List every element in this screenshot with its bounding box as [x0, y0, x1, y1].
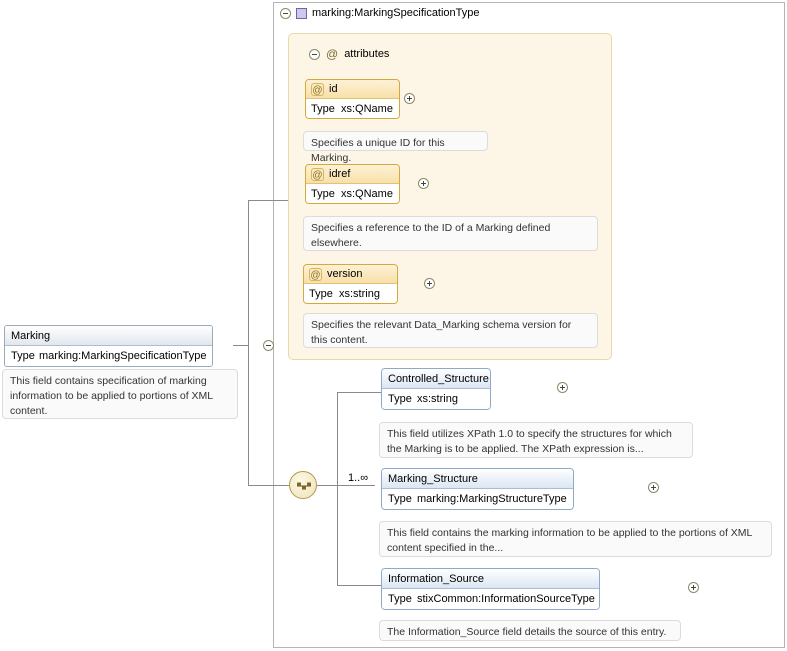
- expand-attribute-idref-toggle[interactable]: [418, 178, 429, 189]
- connector-children-bus: [337, 392, 338, 585]
- attribute-name: id: [329, 83, 338, 95]
- type-label: Type: [311, 187, 335, 200]
- type-value: stixCommon:InformationSourceType: [417, 593, 595, 605]
- attribute-doc-id: Specifies a unique ID for this Marking.: [303, 131, 488, 151]
- element-doc-controlled-structure: This field utilizes XPath 1.0 to specify the structures for which the Marking is to be applied. The XPath expression is...: [379, 422, 693, 458]
- element-name-row: [382, 469, 573, 489]
- attribute-icon: @: [312, 169, 323, 181]
- attribute-name-row: [306, 80, 399, 99]
- element-type-row: [5, 346, 212, 366]
- type-header: [274, 3, 480, 23]
- type-label: Type: [388, 493, 412, 505]
- type-label: Type: [11, 350, 35, 362]
- sequence-glyph-icon: [296, 481, 312, 491]
- attribute-name: idref: [329, 168, 351, 180]
- attribute-icon: @: [310, 269, 321, 281]
- element-name: Marking: [11, 329, 51, 342]
- element-doc-information-source: The Information_Source field details the source of this entry.: [379, 620, 681, 641]
- type-value: xs:QName: [341, 102, 393, 115]
- attribute-name-row: [304, 265, 397, 284]
- element-type-row: [382, 589, 599, 609]
- element-node-information-source[interactable]: [381, 568, 600, 610]
- element-name-row: [382, 369, 490, 389]
- element-name-row: [382, 569, 599, 589]
- connector-to-information-source: [337, 585, 381, 586]
- element-type-row: [382, 389, 490, 409]
- expand-attribute-id-toggle[interactable]: [404, 93, 415, 104]
- element-doc-marking-structure: This field contains the marking information to be applied to the portions of XML content specified in the...: [379, 521, 772, 557]
- type-value: xs:string: [417, 393, 458, 405]
- sequence-compositor-icon[interactable]: [289, 471, 317, 499]
- collapse-type-toggle[interactable]: [280, 8, 291, 19]
- connector-root-bus: [248, 200, 249, 486]
- element-name: Controlled_Structure: [388, 372, 489, 385]
- type-label: Type: [388, 593, 412, 605]
- attributes-group-header: [309, 47, 389, 61]
- type-value: marking:MarkingSpecificationType: [39, 350, 207, 362]
- element-name: Information_Source: [388, 572, 484, 585]
- attribute-name-row: [306, 165, 399, 184]
- connector-to-attributes: [248, 200, 288, 201]
- type-label: Type: [388, 393, 412, 405]
- type-value: xs:string: [339, 287, 380, 300]
- collapse-attributes-toggle[interactable]: [309, 49, 320, 60]
- element-name: Marking_Structure: [388, 472, 478, 485]
- connector-to-sequence: [248, 485, 289, 486]
- element-node-marking-structure[interactable]: [381, 468, 574, 510]
- complex-type-icon: [296, 8, 307, 19]
- element-name-row: [5, 326, 212, 346]
- occurrence-marking-structure: 1..∞: [348, 472, 369, 484]
- attribute-icon: @: [312, 84, 323, 96]
- type-value: marking:MarkingStructureType: [417, 493, 567, 505]
- element-type-row: [382, 489, 573, 509]
- attribute-doc-version: Specifies the relevant Data_Marking schema version for this content.: [303, 313, 598, 348]
- connector-to-controlled-structure: [337, 392, 381, 393]
- attribute-doc-idref: Specifies a reference to the ID of a Marking defined elsewhere.: [303, 216, 598, 251]
- connector-sequence-stem: [317, 485, 337, 486]
- attribute-name: version: [327, 268, 363, 280]
- element-node-controlled-structure[interactable]: [381, 368, 491, 410]
- attribute-node-id[interactable]: [305, 79, 400, 119]
- type-label: Type: [311, 102, 335, 115]
- root-element-node[interactable]: [4, 325, 213, 367]
- attribute-node-idref[interactable]: [305, 164, 400, 204]
- at-symbol-icon: @: [326, 47, 339, 61]
- type-value: xs:QName: [341, 187, 393, 200]
- type-title: marking:MarkingSpecificationType: [312, 7, 480, 19]
- attribute-type-row: [304, 284, 397, 303]
- root-element-doc: This field contains specification of marking information to be applied to portions of XML content.: [2, 369, 238, 419]
- attribute-type-row: [306, 184, 399, 203]
- attribute-type-row: [306, 99, 399, 118]
- connector-to-marking-structure: [337, 485, 375, 486]
- connector-root-stem: [233, 345, 248, 346]
- attributes-group-label: attributes: [344, 48, 390, 60]
- attribute-node-version[interactable]: [303, 264, 398, 304]
- type-label: Type: [309, 287, 333, 300]
